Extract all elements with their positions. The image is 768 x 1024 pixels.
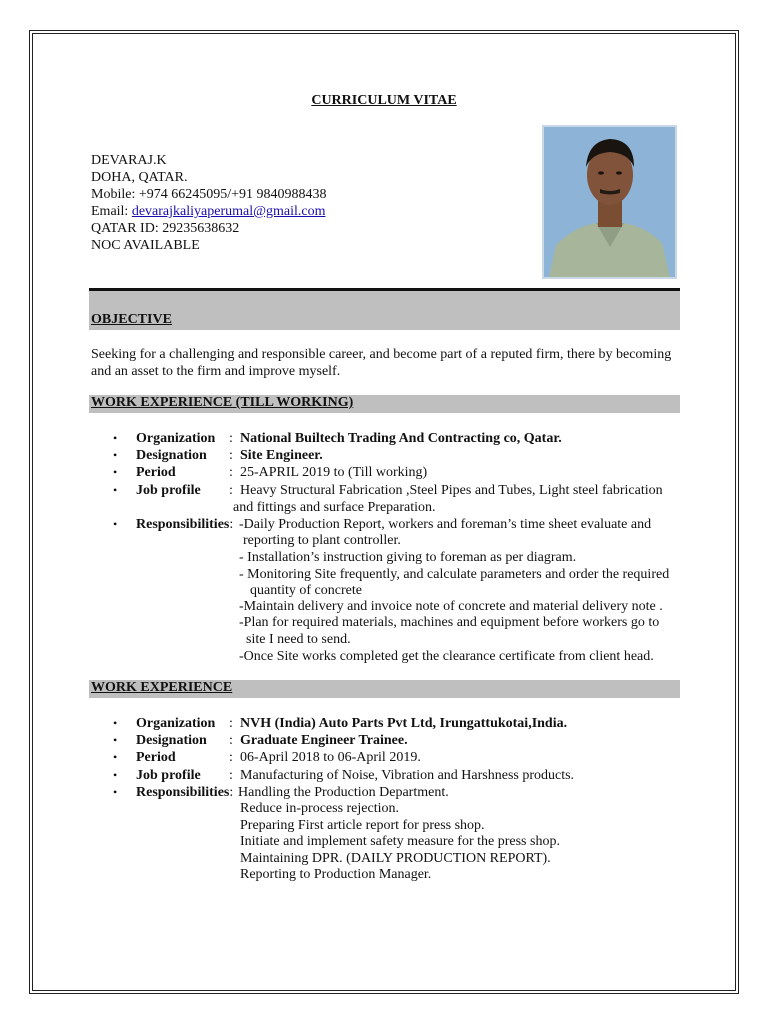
- objective-heading: OBJECTIVE: [91, 312, 172, 327]
- bullet: •: [113, 716, 118, 730]
- contact-block: [91, 152, 327, 254]
- work1-heading: WORK EXPERIENCE (TILL WORKING): [91, 395, 354, 410]
- work2-resp-item: Initiate and implement safety measure for the press shop.: [240, 834, 560, 849]
- candidate-location: DOHA, QATAR.: [91, 170, 188, 185]
- bullet: •: [113, 431, 118, 445]
- work2-heading: WORK EXPERIENCE: [91, 680, 233, 695]
- work2-organization: NVH (India) Auto Parts Pvt Ltd, Irungattukotai,India.: [240, 716, 568, 731]
- colon: :: [229, 431, 233, 446]
- colon: :: [229, 733, 233, 748]
- work1-resp-item: -Maintain delivery and invoice note of concrete and material delivery note .: [239, 599, 663, 614]
- bullet: •: [113, 483, 118, 497]
- field-label: Designation: [136, 733, 207, 748]
- work1-resp-item: reporting to plant controller.: [243, 533, 401, 548]
- work2-period: 06-April 2018 to 06-April 2019.: [240, 750, 421, 765]
- work1-resp-item: - Monitoring Site frequently, and calculate parameters and order the required: [239, 567, 670, 582]
- email-label: Email:: [91, 204, 132, 219]
- email-link[interactable]: devarajkaliyaperumal@gmail.com: [131, 204, 326, 219]
- bullet: •: [113, 785, 118, 799]
- work2-resp-item: Maintaining DPR. (DAILY PRODUCTION REPORT).: [240, 851, 551, 866]
- bullet: •: [113, 733, 118, 747]
- work1-resp-item: -Once Site works completed get the clearance certificate from client head.: [239, 649, 654, 664]
- work2-resp-item: Handling the Production Department.: [238, 785, 449, 800]
- colon: :: [229, 716, 233, 731]
- objective-text: Seeking for a challenging and responsible career, and become part of a reputed firm, there by becoming and an asset to the firm and improve myself.: [91, 347, 672, 379]
- work1-organization: National Builtech Trading And Contracting co, Qatar.: [240, 431, 562, 446]
- field-label: Designation: [136, 448, 207, 463]
- bullet: •: [113, 448, 118, 462]
- colon: :: [229, 465, 233, 480]
- responsibilities-label: Responsibilities: [136, 785, 230, 800]
- work1-job-profile-line1: Heavy Structural Fabrication ,Steel Pipes and Tubes, Light steel fabrication: [240, 483, 663, 498]
- candidate-photo: [542, 125, 677, 279]
- document-title: CURRICULUM VITAE: [311, 93, 457, 108]
- colon: :: [229, 785, 234, 800]
- work2-heading-bar: [89, 680, 680, 698]
- colon: :: [229, 750, 233, 765]
- field-label: [136, 784, 233, 801]
- work2-resp-item: Reporting to Production Manager.: [240, 867, 432, 882]
- work1-resp-item: - Installation’s instruction giving to foreman as per diagram.: [239, 550, 577, 565]
- candidate-noc: NOC AVAILABLE: [91, 238, 200, 253]
- bullet: •: [113, 768, 118, 782]
- work1-resp-item: site I need to send.: [246, 632, 351, 647]
- work1-period: 25-APRIL 2019 to (Till working): [240, 465, 428, 480]
- field-label: Period: [136, 750, 176, 765]
- work1-designation: Site Engineer.: [240, 448, 323, 463]
- work2-resp-item: Reduce in-process rejection.: [240, 801, 399, 816]
- colon: :: [229, 517, 234, 532]
- candidate-name: DEVARAJ.K: [91, 153, 167, 168]
- bullet: •: [113, 517, 118, 531]
- candidate-email-row: [91, 203, 327, 220]
- work1-resp-item: quantity of concrete: [250, 583, 362, 598]
- responsibilities-label: Responsibilities: [136, 517, 230, 532]
- field-label: Job profile: [136, 483, 201, 498]
- work1-heading-bar: [89, 395, 680, 413]
- work2-designation: Graduate Engineer Trainee.: [240, 733, 408, 748]
- objective-heading-bar: [89, 291, 680, 330]
- colon: :: [229, 768, 233, 783]
- work1-resp-item: -Daily Production Report, workers and foreman’s time sheet evaluate and: [239, 517, 652, 532]
- work2-job-profile: Manufacturing of Noise, Vibration and Harshness products.: [240, 768, 575, 783]
- candidate-qatar-id: QATAR ID: 29235638632: [91, 221, 240, 236]
- work2-resp-item: Preparing First article report for press shop.: [240, 818, 485, 833]
- work1-resp-item: -Plan for required materials, machines and equipment before workers go to: [239, 615, 660, 630]
- candidate-mobile: Mobile: +974 66245095/+91 9840988438: [91, 187, 327, 202]
- work1-job-profile-line2: and fittings and surface Preparation.: [233, 500, 436, 515]
- field-label: Job profile: [136, 768, 201, 783]
- colon: :: [229, 483, 233, 498]
- bullet: •: [113, 750, 118, 764]
- field-label: Organization: [136, 431, 216, 446]
- field-label: Period: [136, 465, 176, 480]
- field-label: [136, 516, 233, 533]
- colon: :: [229, 448, 233, 463]
- bullet: •: [113, 465, 118, 479]
- field-label: Organization: [136, 716, 216, 731]
